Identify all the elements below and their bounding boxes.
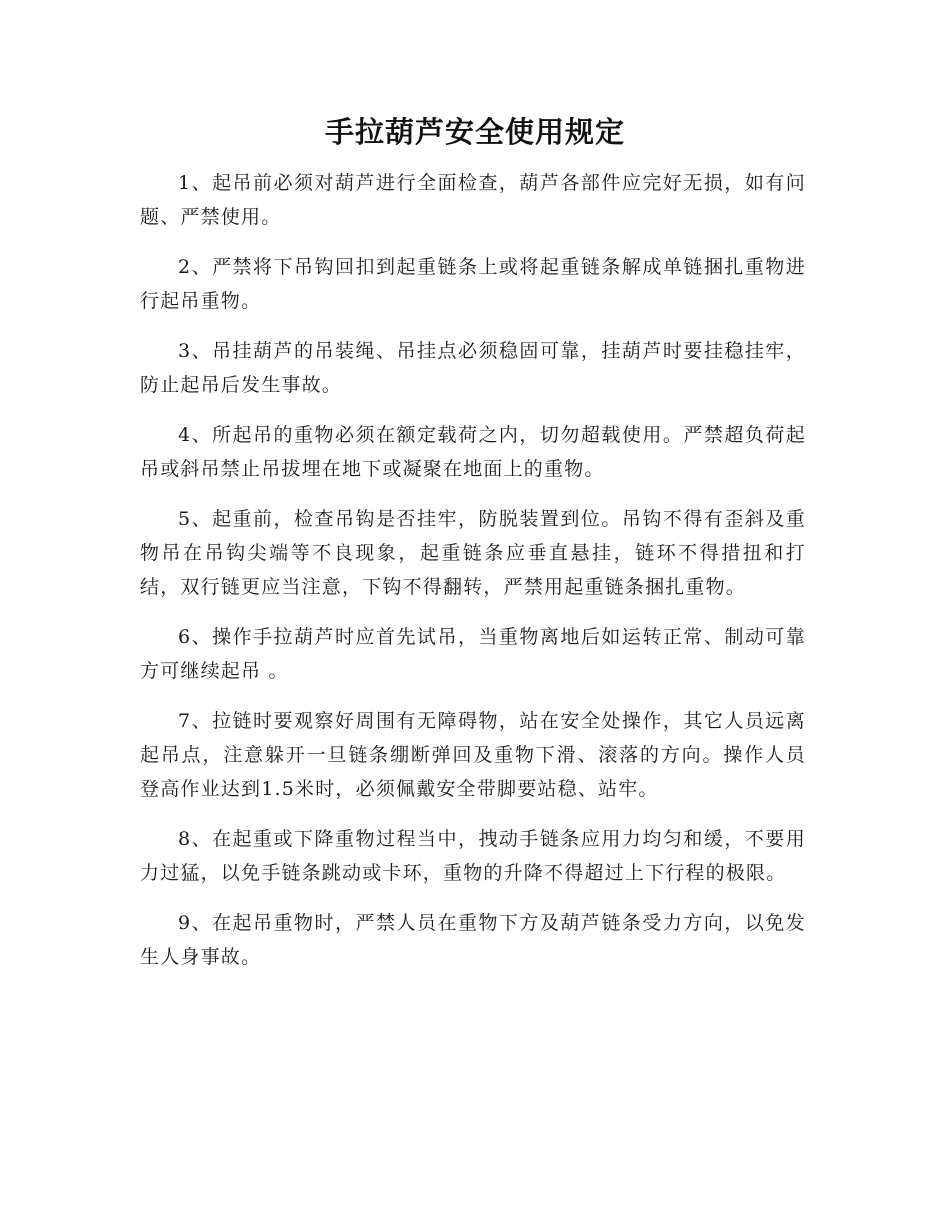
paragraph-8: 8、在起重或下降重物过程当中，拽动手链条应用力均匀和缓，不要用力过猛，以免手链条跳动或卡环，重物的升降不得超过上下行程的极限。: [140, 828, 806, 884]
paragraph-2: 2、严禁将下吊钩回扣到起重链条上或将起重链条解成单链捆扎重物进行起吊重物。: [140, 256, 806, 312]
document-title: 手拉葫芦安全使用规定: [324, 115, 625, 149]
paragraph-5: 5、起重前，检查吊钩是否挂牢，防脱装置到位。吊钩不得有歪斜及重物吊在吊钩尖端等不良现象，起重链条应垂直悬挂，链环不得措扭和打结，双行链更应当注意，下钩不得翻转，严禁用起重链条捆扎重物。: [140, 508, 806, 598]
paragraph-3: 3、吊挂葫芦的吊装绳、吊挂点必须稳固可靠，挂葫芦时要挂稳挂牢，防止起吊后发生事故。: [140, 340, 806, 396]
paragraph-6: 6、操作手拉葫芦时应首先试吊，当重物离地后如运转正常、制动可靠方可继续起吊 。: [140, 626, 806, 682]
paragraph-1: 1、起吊前必须对葫芦进行全面检查，葫芦各部件应完好无损，如有问题、严禁使用。: [140, 172, 806, 228]
paragraph-7: 7、拉链时要观察好周围有无障碍物，站在安全处操作，其它人员远离起吊点，注意躲开一旦链条绷断弹回及重物下滑、滚落的方向。操作人员登高作业达到1.5米时，必须佩戴安全带脚要站稳、站牢。: [140, 710, 806, 800]
document-body: [140, 166, 806, 990]
paragraph-4: 4、所起吊的重物必须在额定载荷之内，切勿超载使用。严禁超负荷起吊或斜吊禁止吊拔埋在地下或凝聚在地面上的重物。: [140, 424, 806, 480]
paragraph-9: 9、在起吊重物时，严禁人员在重物下方及葫芦链条受力方向，以免发生人身事故。: [140, 912, 806, 968]
